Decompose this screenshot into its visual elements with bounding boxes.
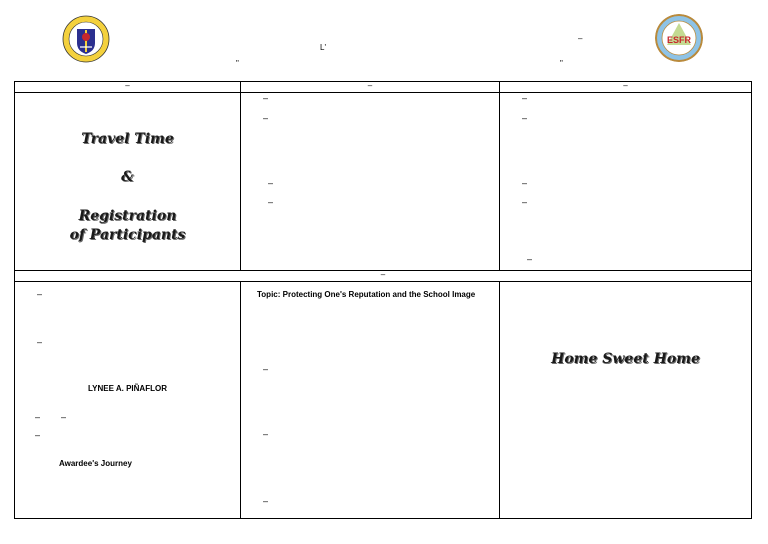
schedule-cell: [241, 93, 500, 271]
travel-time-label: Travel Time: [81, 131, 174, 148]
column-header: –: [241, 82, 500, 93]
dash-mark: –: [268, 197, 274, 208]
dash-mark: –: [37, 337, 43, 348]
dash-mark: –: [37, 289, 43, 300]
home-sweet-home-label: Home Sweet Home: [551, 351, 700, 368]
dash-mark: –: [527, 254, 533, 265]
registration-label: Registration: [78, 208, 177, 225]
speaker-name: LYNEE A. PIÑAFLOR: [88, 384, 167, 394]
header-fragment: L': [320, 43, 326, 52]
dash-mark: –: [61, 412, 67, 423]
session-title: Awardee's Journey: [59, 459, 132, 469]
school-seal-icon: [655, 14, 703, 62]
dash-mark: –: [263, 364, 269, 375]
divider-row: –: [15, 271, 752, 282]
home-cell: [500, 282, 752, 519]
awardee-cell: [15, 282, 241, 519]
travel-registration-cell: [15, 93, 241, 271]
seal-lettering: ESFR: [666, 35, 692, 45]
header-fragment: –: [578, 34, 583, 43]
dash-mark: –: [522, 113, 528, 124]
dash-mark: –: [35, 430, 41, 441]
topic-cell: [241, 282, 500, 519]
schedule-table: [14, 81, 752, 519]
dash-mark: –: [263, 496, 269, 507]
dash-mark: –: [263, 429, 269, 440]
dash-mark: –: [268, 178, 274, 189]
column-header: –: [15, 82, 241, 93]
dash-mark: –: [522, 197, 528, 208]
header-fragment: ": [560, 59, 563, 68]
deped-seal-icon: [62, 15, 110, 63]
participants-label: of Participants: [69, 227, 186, 244]
ampersand-label: &: [121, 169, 134, 186]
dash-mark: –: [263, 93, 269, 104]
topic-title: Topic: Protecting One's Reputation and the School Image: [257, 290, 476, 300]
dash-mark: –: [35, 412, 41, 423]
dash-mark: –: [263, 113, 269, 124]
header-fragment: ": [236, 59, 239, 68]
schedule-cell: [500, 93, 752, 271]
dash-mark: –: [522, 178, 528, 189]
dash-mark: –: [522, 93, 528, 104]
column-header: –: [500, 82, 752, 93]
